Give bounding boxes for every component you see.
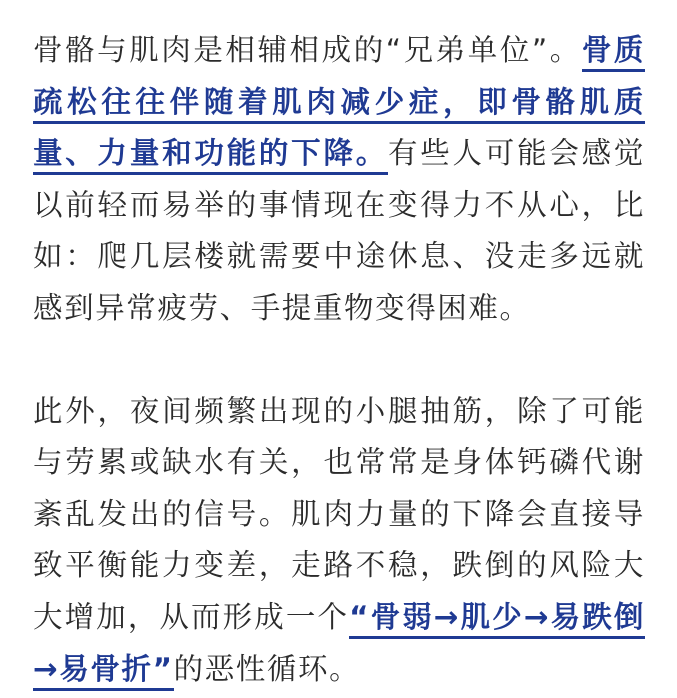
paragraph-bone-muscle: [33, 25, 645, 335]
highlighted-text: 骨质疏松往往伴随着肌肉减少症，即骨骼肌质量、力量和功能的下降。: [33, 33, 645, 175]
highlighted-text: “骨弱→肌少→易跌倒→易骨折”: [33, 600, 645, 691]
text-segment: 有些人可能会感觉以前轻而易举的事情现在变得力不从心，比如：爬几层楼就需要中途休息、没走多远就感到异常疲劳、手提重物变得困难。: [33, 136, 645, 325]
text-segment: 的恶性循环。: [173, 651, 361, 686]
text-segment: 此外，夜间频繁出现的小腿抽筋，除了可能与劳累或缺水有关，也常常是身体钙磷代谢紊乱发出的信号。肌肉力量的下降会直接导致平衡能力变差，走路不稳，跌倒的风险大大增加，从而形成一个: [33, 393, 645, 634]
paragraph-cramps-falls: [33, 386, 645, 696]
text-segment: 骨骼与肌肉是相辅相成的“兄弟单位”。: [33, 33, 582, 67]
article-body: [33, 25, 645, 695]
